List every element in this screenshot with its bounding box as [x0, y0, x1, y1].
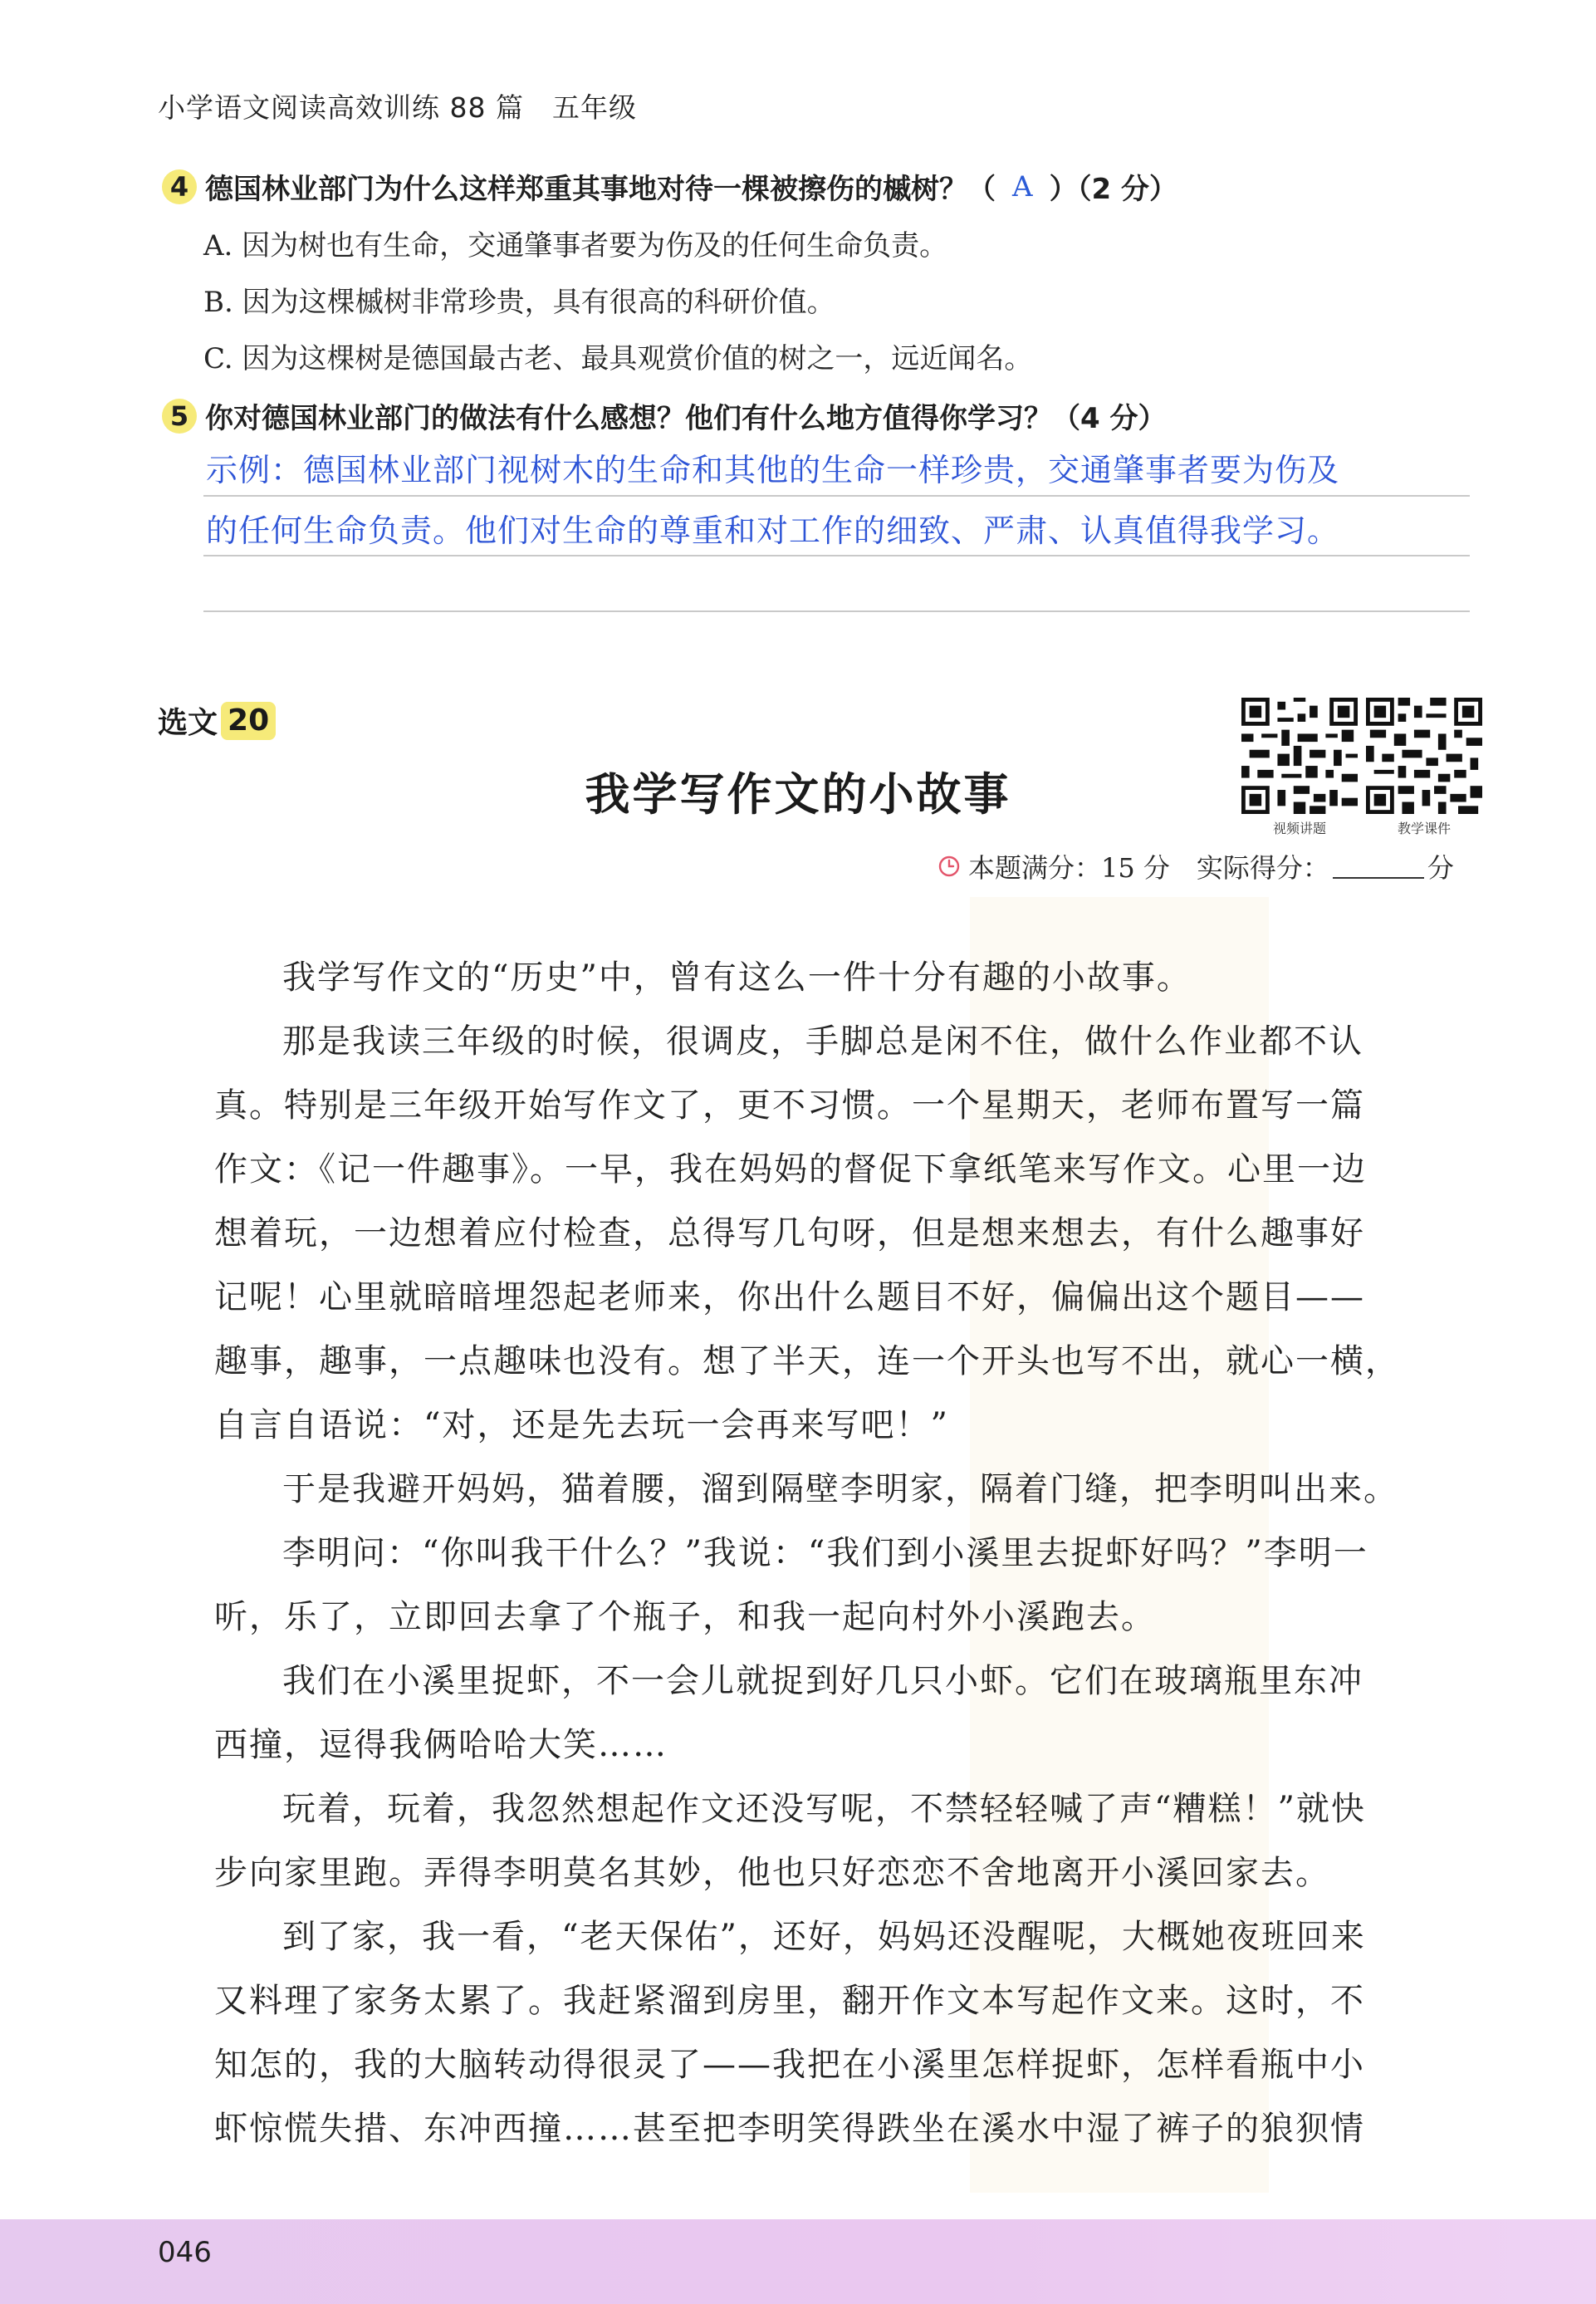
qr-code-video-icon[interactable] [1241, 698, 1358, 814]
qr-caption-courseware: 教学课件 [1397, 821, 1451, 836]
option-a: A. 因为树也有生命，交通肇事者要为伤及的任何生命负责。 [203, 229, 948, 262]
article-line: 趣事，趣事，一点趣味也没有。想了半天，连一个开头也写不出，就心一横， [214, 1342, 1400, 1380]
question-5 [162, 395, 1167, 436]
article-line: 虾惊慌失措、东冲西撞……甚至把李明笑得跌坐在溪水中湿了裤子的狼狈情 [214, 2110, 1365, 2148]
section-label [158, 699, 276, 742]
answer-letter: A [1012, 169, 1033, 203]
footer-band [0, 2219, 1596, 2304]
article-line: 我学写作文的“历史”中，曾有这么一件十分有趣的小故事。 [282, 958, 1192, 997]
article-line: 我们在小溪里捉虾，不一会儿就捉到好几只小虾。它们在玻璃瓶里东冲 [282, 1662, 1363, 1700]
section-label-text: 选文 [158, 706, 218, 740]
question-suffix: ）（2 分） [1049, 173, 1178, 206]
article-line: 自言自语说：“对，还是先去玩一会再来写吧！” [214, 1406, 949, 1444]
answer-rule [203, 610, 1470, 612]
answer-rule [203, 555, 1470, 556]
clock-icon [938, 855, 960, 877]
article-line: 于是我避开妈妈，猫着腰，溜到隔壁李明家，隔着门缝，把李明叫出来。 [282, 1470, 1398, 1508]
article-line: 想着玩，一边想着应付检查，总得写几句呀，但是想来想去，有什么趣事好 [214, 1214, 1365, 1252]
article-line: 玩着，玩着，我忽然想起作文还没写呢，不禁轻轻喊了声“糟糕！”就快 [282, 1790, 1366, 1828]
article-title: 我学写作文的小故事 [585, 767, 1011, 821]
article-line: 又料理了家务太累了。我赶紧溜到房里，翻开作文本写起作文来。这时，不 [214, 1982, 1365, 2020]
answer-line-1: 示例：德国林业部门视树木的生命和其他的生命一样珍贵，交通肇事者要为伤及 [206, 452, 1340, 488]
qr-code-courseware-icon[interactable] [1366, 698, 1482, 814]
article-line: 作文：《记一件趣事》。一早，我在妈妈的督促下拿纸笔来写作文。心里一边 [214, 1150, 1367, 1189]
answer-line-2: 的任何生命负责。他们对生命的尊重和对工作的细致、严肃、认真值得我学习。 [206, 512, 1340, 549]
option-b: B. 因为这棵槭树非常珍贵，具有很高的科研价值。 [203, 286, 835, 319]
question-number-badge: 4 [162, 169, 197, 204]
article-line: 步向家里跑。弄得李明莫名其妙，他也只好恋恋不舍地离开小溪回家去。 [214, 1854, 1330, 1892]
page-number: 046 [158, 2236, 212, 2269]
qr-caption-video: 视频讲题 [1272, 821, 1326, 836]
article-line: 那是我读三年级的时候，很调皮，手脚总是闲不住，做什么作业都不认 [282, 1022, 1363, 1061]
article-line: 李明问：“你叫我干什么？”我说：“我们到小溪里去捉虾好吗？”李明一 [282, 1534, 1368, 1572]
option-c: C. 因为这棵树是德国最古老、最具观赏价值的树之一，远近闻名。 [203, 342, 1033, 375]
book-title: 小学语文阅读高效训练 88 篇 五年级 [158, 91, 637, 124]
article-line: 到了家，我一看，“老天保佑”，还好，妈妈还没醒呢，大概她夜班回来 [282, 1918, 1366, 1956]
question-text: 你对德国林业部门的做法有什么感想？他们有什么地方值得你学习？（4 分） [205, 402, 1167, 435]
article-line: 真。特别是三年级开始写作文了，更不习惯。一个星期天，老师布置写一篇 [214, 1086, 1365, 1125]
question-number-badge: 5 [162, 399, 197, 434]
question-text: 德国林业部门为什么这样郑重其事地对待一棵被擦伤的槭树？（ [205, 173, 996, 206]
article-line: 西撞，逗得我俩哈哈大笑…… [214, 1726, 668, 1764]
score-label: 本题满分：15 分 实际得分： [968, 852, 1329, 884]
score-blank[interactable] [1333, 854, 1424, 879]
score-unit: 分 [1427, 852, 1454, 884]
score-line [938, 847, 1454, 885]
article-line: 知怎的，我的大脑转动得很灵了——我把在小溪里怎样捉虾，怎样看瓶中小 [214, 2046, 1365, 2084]
answer-rule [203, 495, 1470, 497]
article-line: 记呢！心里就暗暗埋怨起老师来，你出什么题目不好，偏偏出这个题目—— [214, 1278, 1365, 1316]
section-number: 20 [221, 702, 276, 740]
question-4 [162, 166, 1177, 207]
article-line: 听，乐了，立即回去拿了个瓶子，和我一起向村外小溪跑去。 [214, 1598, 1156, 1636]
